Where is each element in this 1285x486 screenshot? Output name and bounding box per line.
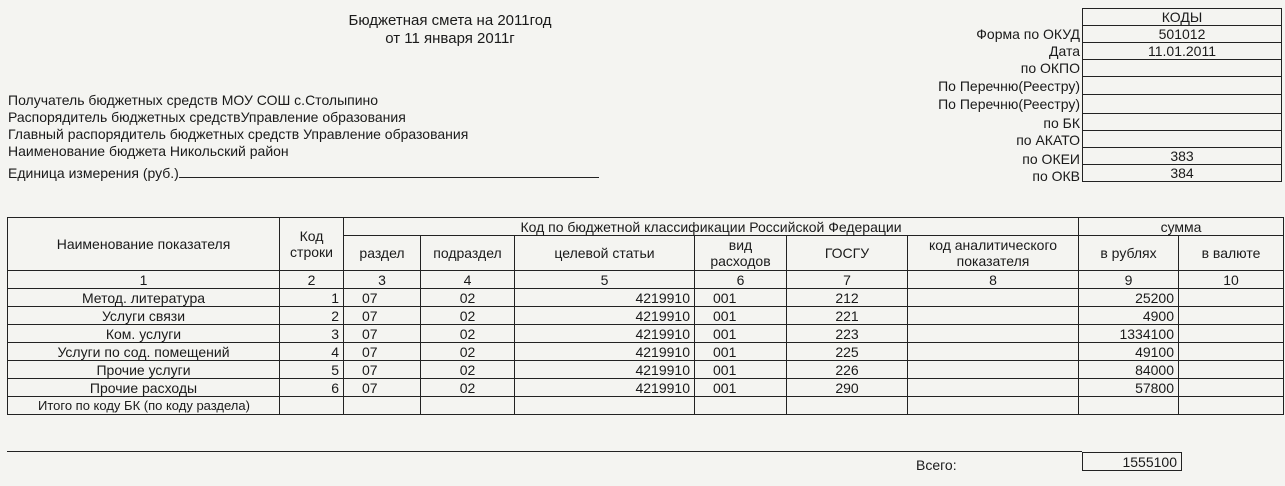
col-number: 1	[8, 271, 280, 289]
col-header-gosgu: ГОСГУ	[787, 236, 908, 271]
code-value-okud: 501012	[1083, 26, 1282, 43]
subtotal-cell	[695, 397, 787, 415]
subtotal-cell	[280, 397, 344, 415]
row-analytic	[908, 343, 1079, 361]
row-razdel: 07	[344, 289, 421, 307]
col-number: 3	[344, 271, 421, 289]
row-code: 4	[280, 343, 344, 361]
group-header-classification: Код по бюджетной классификации Российской Федерации	[344, 218, 1079, 236]
budget-name-line: Наименование бюджета Никольский район	[8, 143, 289, 159]
row-vid: 001	[695, 289, 787, 307]
row-analytic	[908, 379, 1079, 397]
recipient-line: Получатель бюджетных средств МОУ СОШ с.Столыпино	[8, 92, 379, 108]
row-vid: 001	[695, 361, 787, 379]
code-value-okv: 384	[1083, 165, 1282, 182]
row-analytic	[908, 361, 1079, 379]
row-target: 4219910	[515, 343, 695, 361]
subtotal-cell	[344, 397, 421, 415]
col-number: 6	[695, 271, 787, 289]
code-label-date: Дата	[1048, 43, 1080, 59]
row-gosgu: 212	[787, 289, 908, 307]
subtotal-cell	[1179, 397, 1284, 415]
row-code: 1	[280, 289, 344, 307]
col-header-vid: вид расходов	[695, 236, 787, 271]
subtotal-label: Итого по коду БК (по коду раздела)	[8, 397, 280, 415]
row-name: Метод. литература	[8, 289, 280, 307]
table-row	[8, 343, 1284, 361]
code-label-okpo: по ОКПО	[1020, 60, 1080, 76]
row-analytic	[908, 307, 1079, 325]
row-target: 4219910	[515, 307, 695, 325]
row-target: 4219910	[515, 289, 695, 307]
row-rub: 84000	[1079, 361, 1179, 379]
code-label-akato: по АКАТО	[1016, 132, 1080, 148]
col-header-currency: в валюте	[1179, 236, 1284, 271]
row-podrazdel: 02	[421, 343, 515, 361]
row-name: Прочие услуги	[8, 361, 280, 379]
total-label: Всего:	[916, 457, 957, 473]
row-podrazdel: 02	[421, 325, 515, 343]
row-razdel: 07	[344, 361, 421, 379]
unit-line	[8, 164, 599, 182]
code-value-okei: 383	[1083, 148, 1282, 165]
table-row	[8, 325, 1284, 343]
row-razdel: 07	[344, 307, 421, 325]
row-target: 4219910	[515, 379, 695, 397]
row-podrazdel: 02	[421, 289, 515, 307]
row-gosgu: 221	[787, 307, 908, 325]
table-row	[8, 307, 1284, 325]
row-currency	[1179, 325, 1284, 343]
code-label-registry-2: По Перечню(Реестру)	[938, 96, 1080, 112]
estimate-table	[7, 217, 1284, 415]
row-rub: 49100	[1079, 343, 1179, 361]
code-value-registry-1	[1083, 77, 1282, 95]
col-number: 8	[908, 271, 1079, 289]
row-rub: 4900	[1079, 307, 1179, 325]
row-gosgu: 223	[787, 325, 908, 343]
row-razdel: 07	[344, 325, 421, 343]
row-name: Услуги по сод. помещений	[8, 343, 280, 361]
col-number: 9	[1079, 271, 1179, 289]
row-rub: 25200	[1079, 289, 1179, 307]
subtotal-cell	[515, 397, 695, 415]
code-value-registry-2	[1083, 95, 1282, 114]
row-currency	[1179, 343, 1284, 361]
row-podrazdel: 02	[421, 379, 515, 397]
code-value-akato	[1083, 131, 1282, 148]
col-header-target: целевой статьи	[515, 236, 695, 271]
row-vid: 001	[695, 343, 787, 361]
row-rub: 1334100	[1079, 325, 1179, 343]
row-code: 3	[280, 325, 344, 343]
row-target: 4219910	[515, 361, 695, 379]
code-value-date: 11.01.2011	[1083, 43, 1282, 60]
row-gosgu: 225	[787, 343, 908, 361]
code-value-bk	[1083, 114, 1282, 131]
row-target: 4219910	[515, 325, 695, 343]
code-value-okpo	[1083, 60, 1282, 77]
row-code: 2	[280, 307, 344, 325]
unit-label: Единица измерения (руб.)	[8, 165, 179, 181]
row-razdel: 07	[344, 379, 421, 397]
row-vid: 001	[695, 379, 787, 397]
row-currency	[1179, 307, 1284, 325]
codes-table	[1082, 8, 1282, 182]
row-gosgu: 226	[787, 361, 908, 379]
row-razdel: 07	[344, 343, 421, 361]
col-number: 5	[515, 271, 695, 289]
total-value: 1555100	[1082, 452, 1182, 471]
col-number: 2	[280, 271, 344, 289]
document-title: Бюджетная смета на 2011год	[348, 12, 552, 29]
row-analytic	[908, 325, 1079, 343]
subtotal-cell	[787, 397, 908, 415]
col-number: 7	[787, 271, 908, 289]
row-podrazdel: 02	[421, 361, 515, 379]
row-podrazdel: 02	[421, 307, 515, 325]
col-header-razdel: раздел	[344, 236, 421, 271]
document-date-line: от 11 января 2011г	[385, 30, 515, 47]
table-row	[8, 361, 1284, 379]
code-label-bk: по БК	[1043, 115, 1080, 131]
total-divider	[7, 451, 1082, 452]
row-currency	[1179, 289, 1284, 307]
subtotal-cell	[421, 397, 515, 415]
row-name: Прочие расходы	[8, 379, 280, 397]
row-name: Ком. услуги	[8, 325, 280, 343]
row-vid: 001	[695, 325, 787, 343]
row-currency	[1179, 379, 1284, 397]
table-row	[8, 379, 1284, 397]
unit-underline	[179, 164, 599, 178]
codes-header: КОДЫ	[1083, 9, 1282, 26]
row-analytic	[908, 289, 1079, 307]
row-rub: 57800	[1079, 379, 1179, 397]
col-header-analytic: код аналитического показателя	[908, 236, 1079, 271]
subtotal-cell	[1079, 397, 1179, 415]
code-label-okud: Форма по ОКУД	[976, 26, 1080, 42]
col-header-rub: в рублях	[1079, 236, 1179, 271]
row-gosgu: 290	[787, 379, 908, 397]
row-code: 6	[280, 379, 344, 397]
table-row	[8, 289, 1284, 307]
col-header-name: Наименование показателя	[8, 218, 280, 271]
row-name: Услуги связи	[8, 307, 280, 325]
row-vid: 001	[695, 307, 787, 325]
code-label-okei: по ОКЕИ	[1022, 151, 1080, 167]
group-header-sum: сумма	[1079, 218, 1284, 236]
main-distributor-line: Главный распорядитель бюджетных средств Управление образования	[8, 126, 469, 142]
row-currency	[1179, 361, 1284, 379]
subtotal-cell	[908, 397, 1079, 415]
col-number: 10	[1179, 271, 1284, 289]
col-header-podrazdel: подраздел	[421, 236, 515, 271]
row-code: 5	[280, 361, 344, 379]
col-number: 4	[421, 271, 515, 289]
distributor-line: Распорядитель бюджетных средствУправление образования	[8, 109, 406, 125]
col-header-code: Код строки	[280, 218, 344, 271]
code-label-okv: по ОКВ	[1032, 168, 1080, 184]
code-label-registry-1: По Перечню(Реестру)	[938, 78, 1080, 94]
